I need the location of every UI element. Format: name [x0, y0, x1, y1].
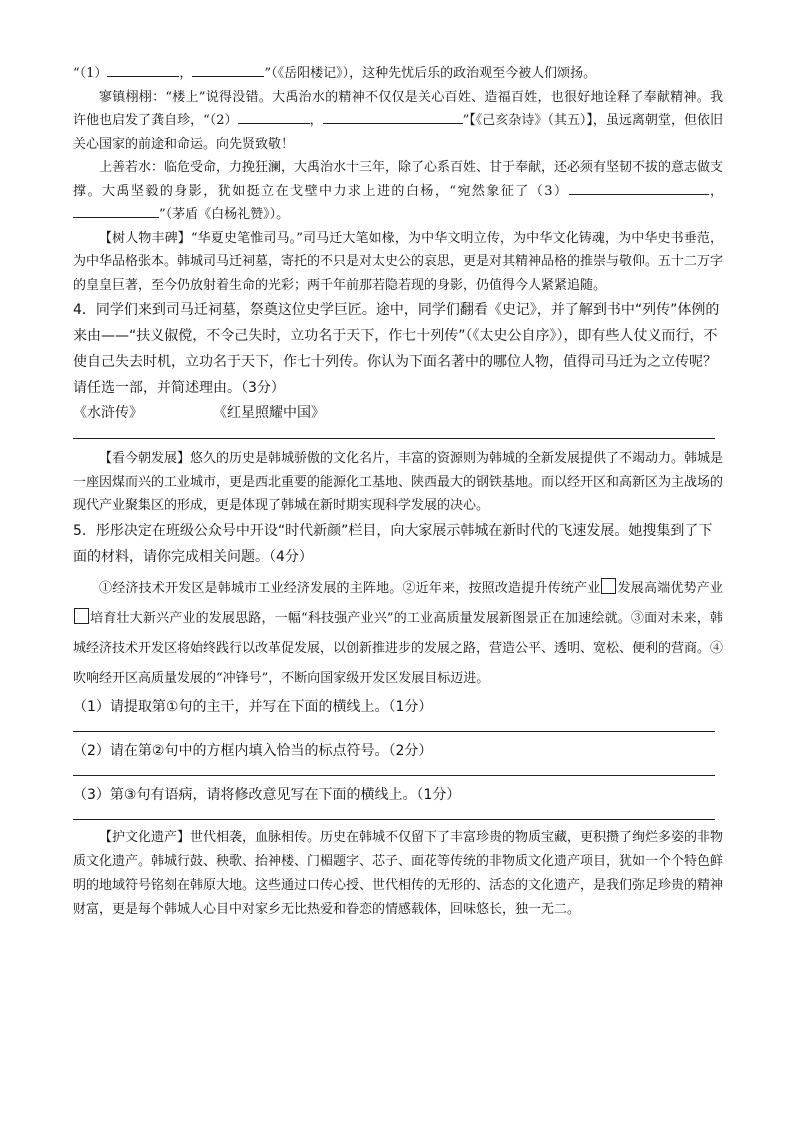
- punctuation-box-2[interactable]: [74, 608, 89, 624]
- question-5-3: （3）第③句有语病，请将修改意见写在下面的横线上。（1分）: [73, 786, 461, 803]
- punctuation-box-1[interactable]: [601, 578, 616, 594]
- question-4: 4．同学们来到司马迁祠墓，祭奠这位史学巨匠。途中，同学们翻看《史记》，并了解到书中“列传”体例的来由——“扶义俶傥，不令己失时，立功名于天下，作七十列传”（《太史公自序》），即有些人仗义而行，不使自己失去时机，立功名于天下，作七十列传。你认为下面名著中的哪位人物，值得司马迁为之立传呢？请任选一部，并简述理由。（3分）: [73, 302, 720, 396]
- poem-fill-1: [73, 62, 723, 86]
- blank-label-1: “（1）: [73, 66, 108, 81]
- section-huwenhua: 【护文化遗产】世代相袭，血脉相传。历史在韩城不仅留下了丰富珍贵的物质宝藏，更积攒了绚烂多姿的非物质文化遗产。韩城行鼓、秧歌、抬神楼、门楣题字、芯子、面花等传统的非物质文化遗产项目，犹如一个个特色鲜明的地域符号铭刻在韩原大地。这些通过口传心授、世代相传的无形的、活态的文化遗产，是我们弥足珍贵的精神财富，更是每个韩城人心目中对家乡无比热爱和眷恋的情感载体，回味悠长，独一无二。: [73, 829, 724, 917]
- answer-blank-2b[interactable]: [323, 109, 463, 124]
- section-shuren: 【树人物丰碑】“华夏史笔惟司马。”司马迁大笔如椽，为中华文明立传，为中华文化铸魂，为中华史书垂范，为中华品格张本。韩城司马迁祠墓，寄托的不只是对太史公的哀思，更是对其精神品格的推崇与敬仰。五十二万字的皇皇巨著，至今仍放射着生命的光彩；两千年前那若隐若现的身影，仍值得今人紧紧追随。: [73, 230, 724, 293]
- comment-text-3: 上善若水：临危受命，力挽狂澜，大禹治水十三年，除了心系百姓、甘于奉献，还必须有坚韧不拔的意志做支撑。大禹坚毅的身影，犹如挺立在戈壁中力求上进的白杨，“宛然象征了（3）: [73, 160, 724, 199]
- answer-blank-3a[interactable]: [569, 180, 709, 195]
- question-5-2: （2）请在第②句中的方框内填入恰当的标点符号。（2分）: [73, 742, 433, 759]
- poem-source-1: ”（《岳阳楼记》），这种先忧后乐的政治观至今被人们颂扬。: [264, 66, 597, 81]
- book-option-1[interactable]: 《水浒传》: [73, 405, 143, 421]
- comment-text-2: 寥镇栩栩：“楼上”说得没错。大禹治水的精神不仅仅是关心百姓、造福百姓，也很好地诠释了奉献精神。我许他也启发了龚自珍，“（2）: [73, 89, 723, 128]
- material-text: [73, 574, 723, 694]
- book-options: [73, 401, 723, 425]
- material-part-b: 发展高端优势产业: [617, 580, 723, 596]
- material-part-a: ①经济技术开发区是韩城市工业经济发展的主阵地。②近年来，按照改造提升传统产业: [99, 580, 601, 596]
- question-5-1: （1）请提取第①句的主干，并写在下面的横线上。（1分）: [73, 698, 433, 715]
- answer-blank-2a[interactable]: [238, 109, 310, 124]
- answer-blank-1a[interactable]: [107, 62, 179, 77]
- comma: ，: [309, 113, 323, 128]
- poem-fill-2: [73, 86, 723, 157]
- poem-fill-3: [73, 156, 723, 227]
- comma: ，: [179, 66, 193, 81]
- exam-page: [73, 62, 723, 922]
- book-option-2[interactable]: 《红星照耀中国》: [213, 405, 325, 421]
- comma: ，: [708, 183, 723, 199]
- comment-text-3b: ”（茅盾《白杨礼赞》）。: [159, 207, 290, 222]
- question-5: 5．彤彤决定在班级公众号中开设“时代新颜”栏目，向大家展示韩城在新时代的飞速发展。她搜集到了下面的材料，请你完成相关问题。（4分）: [73, 522, 713, 565]
- material-part-c: 培育壮大新兴产业的发展思路，一幅“科技强产业兴”的工业高质量发展新图景正在加速绘就。③面对未来，韩城经济技术开发区将始终践行以改革促发展，以创新推进步的发展之路，营造公平、透明、宽松、便利的营商。④吹响经开区高质量发展的“冲锋号”，不断向国家级开发区发展目标迈进。: [73, 610, 724, 686]
- answer-blank-3b[interactable]: [73, 203, 159, 218]
- answer-blank-1b[interactable]: [192, 62, 264, 77]
- section-kanjinzhao: 【看今朝发展】悠久的历史是韩城骄傲的文化名片，丰富的资源则为韩城的全新发展提供了不竭动力。韩城是一座因煤而兴的工业城市，更是西北重要的能源化工基地、陕西最大的钢铁基地。而以经开区和高新区为主战场的现代产业聚集区的形成，更是体现了韩城在新时期实现科学发展的决心。: [73, 451, 724, 513]
- comment-text-2b: ”【《己亥杂诗》（其五）】，虽远离朝堂，但依旧关心国家的前途和命运。向先贤致敬！: [73, 113, 723, 152]
